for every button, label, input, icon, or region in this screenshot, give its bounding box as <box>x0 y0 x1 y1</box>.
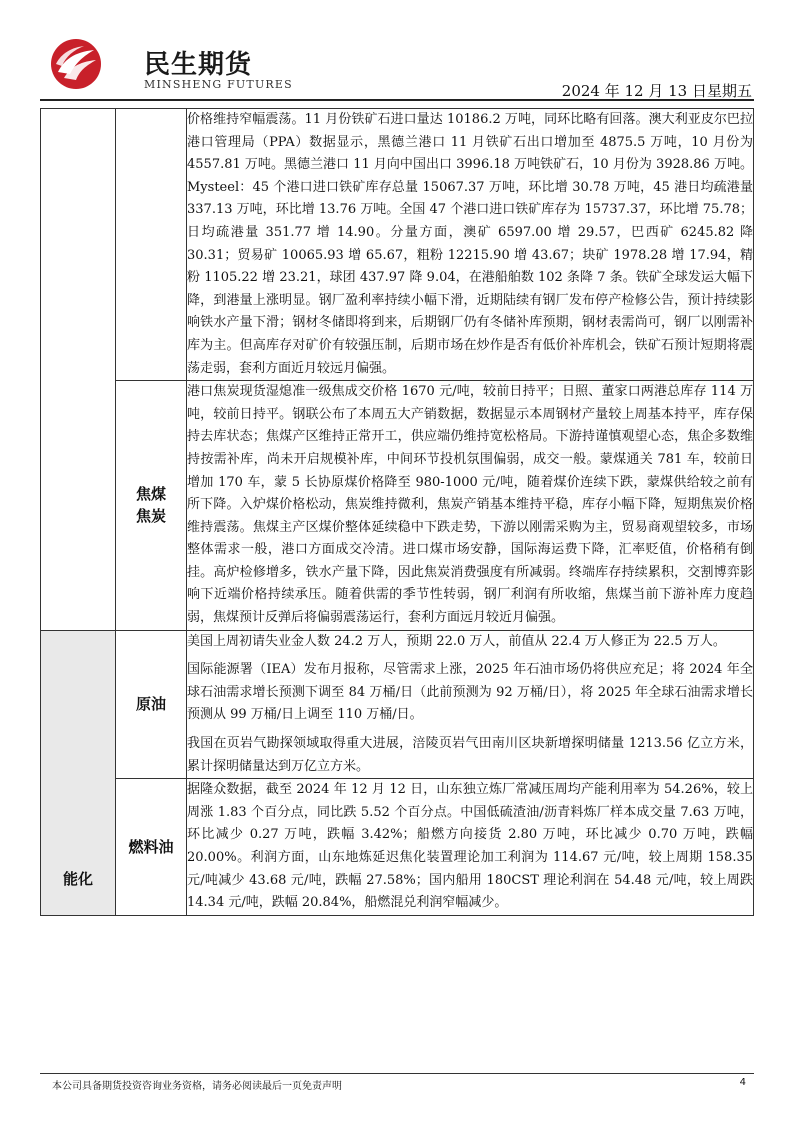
table-row <box>41 779 754 916</box>
paragraph: 国际能源署（IEA）发布月报称，尽管需求上涨，2025 年石油市场仍将供应充足；将 2024 年全球石油需求增长预测下调至 84 万桶/日（此前预测为 92 万桶/日），将 2025 年全球石油需求增长预测从 99 万桶/日上调至 110 万桶/日。 <box>187 662 753 723</box>
report-date: 2024 年 12 月 13 日星期五 <box>561 82 752 100</box>
brand-name-en: MINSHENG FUTURES <box>144 78 293 91</box>
commentary-cell-crude-oil <box>187 630 754 779</box>
paragraph: 价格维持窄幅震荡。11 月份铁矿石进口量达 10186.2 万吨，同环比略有回落。澳大利亚皮尔巴拉港口管理局（PPA）数据显示，黑德兰港口 11 月铁矿石出口增加至 4875.5 万吨，10 月份为 4557.81 万吨。黑德兰港口 11 月向中国出口 3996.18 万吨铁矿石，10 月份为 3928.86 万吨。Mysteel：45 个港口进口铁矿库存总量 15067.37 万吨，环比增 30.78 万吨，45 港日均疏港量 337.13 万吨，环比增 13.76 万吨。全国 47 个港口进口铁矿库存为 15737.37，环比增 75.78；日均疏港量 351.77 增 14.90。分量方面，澳矿 6597.00 增 29.57，巴西矿 6245.82 降 30.31；贸易矿 10065.93 增 65.67，粗粉 12215.90 增 43.67；块矿 1978.28 增 17.94，精粉 1105.22 增 23.21，球团 437.97 降 9.04，在港船舶数 102 条降 7 条。铁矿全球发运大幅下降，到港量上涨明显。钢厂盈利率持续小幅下滑，近期陆续有钢厂发布停产检修公告，预计持续影响铁水产量下滑；钢材冬储即将到来，后期钢厂仍有冬储补库预期，钢材表需尚可，钢厂以刚需补库为主。但高库存对矿价有较强压制，后期市场在炒作是否有低价补库机会，铁矿石预计短期将震荡走弱，套利方面近月较远月偏强。 <box>187 112 753 376</box>
category-cell-energy-chem: 能化 <box>41 630 116 915</box>
page-number: 4 <box>739 1077 746 1088</box>
paragraph: 港口焦炭现货湿熄准一级焦成交价格 1670 元/吨，较前日持平；日照、董家口两港总库存 114 万吨，较前日持平。钢联公布了本周五大产销数据，数据显示本周钢材产量较上周基本持平，库存保持去库状态；焦煤产区维持正常开工，供应端仍维持宽松格局。下游持谨慎观望心态，焦企多数维持按需补库，尚未开启规模补库，中间环节投机氛围偏弱，成交一般。蒙煤通关 781 车，较前日增加 170 车，蒙 5 长协原煤价格降至 980-1000 元/吨，随着煤价连续下跌，蒙煤供给较之前有所下降。入炉煤价格松动，焦炭维持微利，焦炭产销基本维持平稳，库存小幅下降，短期焦炭价格维持震荡。焦煤主产区煤价整体延续稳中下跌走势，下游以刚需采购为主，贸易商观望较多，市场整体需求一般，港口方面成交冷清。进口煤市场安静，国际海运费下降，汇率贬值，价格稍有倒挂。高炉检修增多，铁水产量下降，因此焦炭消费强度有所减弱。终端库存持续累积，交割博弈影响下近端价格持续承压。随着供需的季节性转弱，钢厂利润有所收缩，焦煤当前下游补库力度趋弱，焦煤预计反弹后将偏弱震荡运行，套利方面远月较近月偏强。 <box>187 384 753 626</box>
table-row <box>41 630 754 779</box>
category-cell-black <box>41 109 116 631</box>
paragraph: 据隆众数据，截至 2024 年 12 月 12 日，山东独立炼厂常减压周均产能利用率为 54.26%，较上周涨 1.83 个百分点，同比跌 5.52 个百分点。中国低硫渣油/沥青料炼厂样本成交量 7.63 万吨，环比减少 0.27 万吨，跌幅 3.42%；船燃方向接货 2.80 万吨，环比减少 0.70 万吨，跌幅 20.00%。利润方面，山东地炼延迟焦化装置理论加工利润为 114.67 元/吨，较上周期 158.35 元/吨减少 43.68 元/吨，跌幅 27.58%；国内船用 180CST 理论利润在 54.48 元/吨，较上周跌 14.34 元/吨，跌幅 20.84%，船燃混兑利润窄幅减少。 <box>187 782 753 911</box>
commentary-table <box>40 108 754 916</box>
commentary-cell-iron-ore <box>187 109 754 381</box>
table-row <box>41 109 754 381</box>
paragraph: 美国上周初请失业金人数 24.2 万人，预期 22.0 万人，前值从 22.4 万人修正为 22.5 万人。 <box>187 633 726 649</box>
paragraph: 我国在页岩气勘探领域取得重大进展，涪陵页岩气田南川区块新增探明储量 1213.56 亿立方米，累计探明储量达到万亿立方米。 <box>187 736 753 774</box>
commentary-cell-fuel-oil <box>187 779 754 916</box>
brand-name-cn: 民生期货 <box>144 50 253 80</box>
footer-rule <box>40 1073 754 1074</box>
page-header <box>40 30 754 102</box>
product-cell-iron-ore <box>116 109 187 381</box>
product-cell-coking-coal <box>116 381 187 631</box>
minsheng-logo-icon <box>50 38 102 90</box>
product-label-line: 焦煤 焦炭 <box>135 485 166 526</box>
commentary-cell-coking-coal <box>187 381 754 631</box>
footer-disclaimer: 本公司具备期货投资咨询业务资格，请务必阅读最后一页免责声明 <box>52 1081 342 1092</box>
header-rule <box>40 99 754 101</box>
table-row <box>41 381 754 631</box>
product-cell-fuel-oil: 燃料油 <box>116 779 187 916</box>
product-cell-crude-oil: 原油 <box>116 630 187 779</box>
